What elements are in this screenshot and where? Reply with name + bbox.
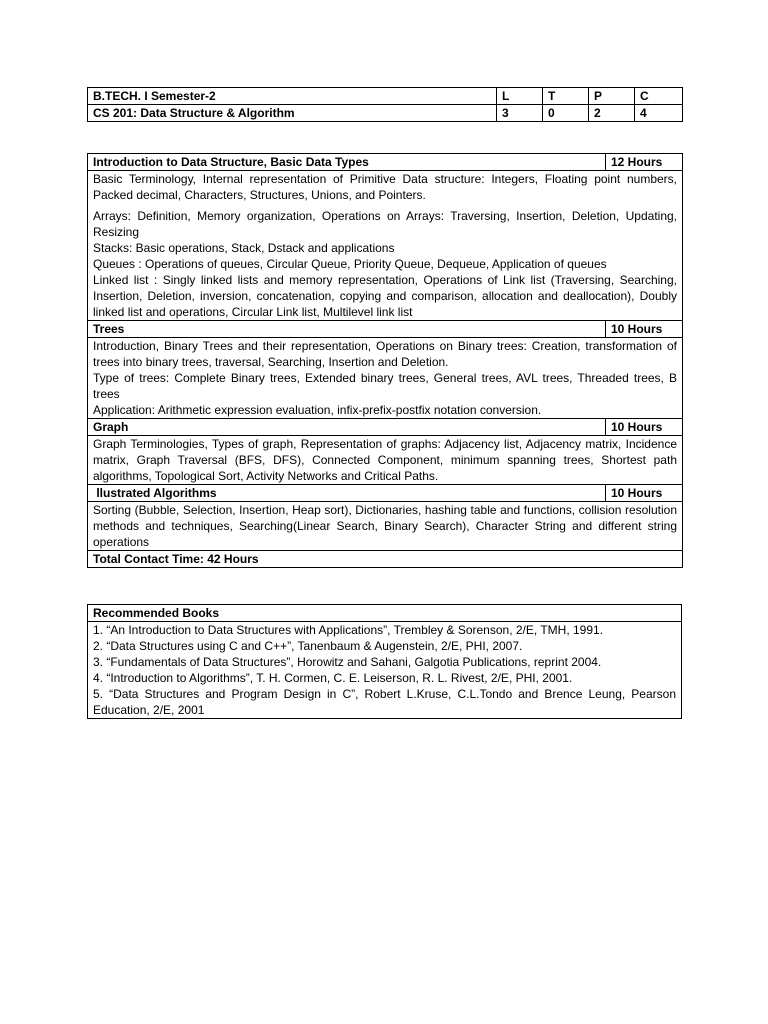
unit-paragraph: Type of trees: Complete Binary trees, Extended binary trees, General trees, AVL trees, Threaded trees, B trees — [93, 371, 677, 401]
book-item: 3. “Fundamentals of Data Structures”, Horowitz and Sahani, Galgotia Publications, reprint 2004. — [93, 655, 602, 669]
book-item: 5. “Data Structures and Program Design in C”, Robert L.Kruse, C.L.Tondo and Brence Leung, Pearson Education, 2/E, 2001 — [93, 687, 676, 717]
unit-hours: 10 Hours — [606, 321, 683, 338]
unit-title: Graph — [88, 419, 606, 436]
unit-content — [88, 502, 683, 551]
unit-paragraph: Arrays: Definition, Memory organization, Operations on Arrays: Traversing, Insertion, Deletion, Updating, Resizing — [93, 209, 677, 239]
books-table — [87, 604, 682, 719]
course-title: CS 201: Data Structure & Algorithm — [88, 105, 497, 122]
unit-content-row — [88, 338, 683, 419]
syllabus-table — [87, 153, 683, 568]
books-list — [88, 622, 682, 719]
unit-paragraph: Graph Terminologies, Types of graph, Representation of graphs: Adjacency list, Adjacency matrix, Incidence matrix, Graph Traversal (BFS, DFS), Connected Component, minimum spanning trees, Shortest path algorithms, Topological Sort, Activity Networks and Critical Paths. — [93, 437, 677, 483]
l-value: 3 — [497, 105, 543, 122]
unit-title: Introduction to Data Structure, Basic Data Types — [88, 154, 606, 171]
unit-content-row — [88, 436, 683, 485]
course-header-table — [87, 87, 683, 122]
p-value: 2 — [589, 105, 635, 122]
t-value: 0 — [543, 105, 589, 122]
unit-title: llustrated Algorithms — [88, 485, 606, 502]
book-item: 1. “An Introduction to Data Structures with Applications”, Trembley & Sorenson, 2/E, TMH, 1991. — [93, 623, 604, 637]
total-row — [88, 551, 683, 568]
p-header: P — [589, 88, 635, 105]
unit-hours: 10 Hours — [606, 485, 683, 502]
books-list-row — [88, 622, 682, 719]
unit-content — [88, 171, 683, 321]
unit-paragraph: Stacks: Basic operations, Stack, Dstack and applications — [93, 241, 395, 255]
semester-row — [88, 88, 683, 105]
unit-paragraph: Basic Terminology, Internal representation of Primitive Data structure: Integers, Floating point numbers, Packed decimal, Characters, Structures, Unions, and Pointers. — [93, 172, 677, 202]
unit-paragraph: Application: Arithmetic expression evaluation, infix-prefix-postfix notation conversion. — [93, 403, 542, 417]
unit-paragraph: Sorting (Bubble, Selection, Insertion, Heap sort), Dictionaries, hashing table and functions, collision resolution methods and techniques, Searching(Linear Search, Binary Search), Character String and different string operations — [93, 503, 677, 549]
unit-paragraph: Introduction, Binary Trees and their representation, Operations on Binary trees: Creation, transformation of trees into binary trees, traversal, Searching, Insertion and Deletion. — [93, 339, 677, 369]
books-header-row — [88, 605, 682, 622]
unit-content-row — [88, 171, 683, 321]
book-item: 2. “Data Structures using C and C++”, Tanenbaum & Augenstein, 2/E, PHI, 2007. — [93, 639, 523, 653]
course-row — [88, 105, 683, 122]
unit-content-row — [88, 502, 683, 551]
semester-label: B.TECH. I Semester-2 — [88, 88, 497, 105]
unit-header-row — [88, 321, 683, 338]
book-item: 4. “Introduction to Algorithms”, T. H. Cormen, C. E. Leiserson, R. L. Rivest, 2/E, PHI, 2001. — [93, 671, 573, 685]
c-value: 4 — [635, 105, 683, 122]
t-header: T — [543, 88, 589, 105]
c-header: C — [635, 88, 683, 105]
unit-hours: 12 Hours — [606, 154, 683, 171]
unit-header-row — [88, 485, 683, 502]
unit-header-row — [88, 419, 683, 436]
unit-header-row — [88, 154, 683, 171]
books-title: Recommended Books — [88, 605, 682, 622]
unit-content — [88, 338, 683, 419]
unit-title: Trees — [88, 321, 606, 338]
unit-hours: 10 Hours — [606, 419, 683, 436]
unit-content — [88, 436, 683, 485]
l-header: L — [497, 88, 543, 105]
total-contact-time: Total Contact Time: 42 Hours — [88, 551, 683, 568]
unit-paragraph: Linked list : Singly linked lists and memory representation, Operations of Link list (Traversing, Searching, Insertion, Deletion, inversion, concatenation, copying and comparison, allocation and deallocation), Doubly linked list and operations, Circular Link list, Multilevel link list — [93, 273, 677, 319]
unit-paragraph: Queues : Operations of queues, Circular Queue, Priority Queue, Dequeue, Application of queues — [93, 257, 607, 271]
